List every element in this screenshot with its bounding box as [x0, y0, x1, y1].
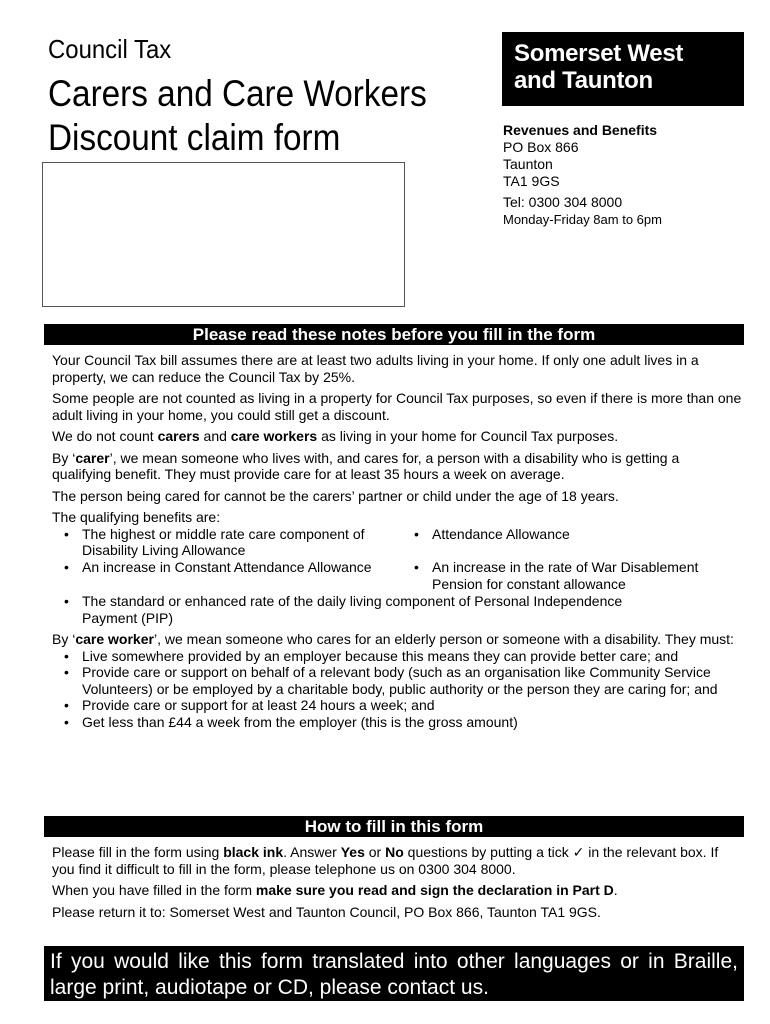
form-title-line-1: Carers and Care Workers	[48, 73, 427, 114]
accessibility-notice: If you would like this form translated into other languages or in Braille, large print, audiotape or CD, please contact us.	[44, 946, 744, 1001]
logo-line-1: Somerset West	[514, 40, 684, 67]
benefit-item: • The highest or middle rate care component of Disability Living Allowance	[52, 526, 402, 559]
postcode: TA1 9GS	[503, 173, 560, 189]
howto-paragraph-1: Please fill in the form using black ink. Answer Yes or No questions by putting a tick ✓ in the relevant box. If you find it difficult to fill in the form, please telephone us on 0300 304 8000.	[52, 844, 719, 877]
benefits-list	[52, 526, 742, 593]
howto-paragraph-2: When you have filled in the form make sure you read and sign the declaration in Part D.	[52, 882, 618, 898]
notes-paragraph-1: Your Council Tax bill assumes there are at least two adults living in your home. If only one adult lives in a property, we can reduce the Council Tax by 25%.	[52, 352, 699, 385]
department-name: Revenues and Benefits	[503, 122, 658, 138]
requirement-item: • Live somewhere provided by an employer because this means they can provide better care; and	[52, 648, 742, 665]
logo-line-2: and Taunton	[514, 67, 653, 94]
carer-definition: By ‘carer’, we mean someone who lives with, and cares for, a person with a disability who is getting a qualifying benefit. They must provide care for at least 35 hours a week on average.	[52, 449, 680, 482]
notes-section	[52, 352, 742, 730]
benefit-item: • Attendance Allowance	[402, 526, 742, 543]
benefit-item: • An increase in the rate of War Disablement Pension for constant allowance	[402, 559, 742, 592]
address-window-box	[42, 162, 405, 307]
po-box: PO Box 866	[503, 139, 579, 155]
telephone: Tel: 0300 304 8000	[503, 194, 623, 210]
notes-paragraph-5: The person being cared for cannot be the carers’ partner or child under the age of 18 years.	[52, 487, 619, 504]
howto-section	[52, 844, 742, 925]
form-title-line-2: Discount claim form	[48, 117, 341, 158]
benefit-item: • The standard or enhanced rate of the daily living component of Personal Independence Payment (PIP)	[52, 593, 742, 626]
notes-paragraph-2: Some people are not counted as living in a property for Council Tax purposes, so even if there is more than one adult living in your home, you could still get a discount.	[52, 390, 742, 423]
howto-heading: How to fill in this form	[44, 816, 744, 837]
town: Taunton	[503, 156, 553, 172]
notes-paragraph-3: We do not count carers and care workers as living in your home for Council Tax purposes.	[52, 428, 619, 444]
requirement-item: • Provide care or support on behalf of a relevant body (such as an organisation like Community Service Volunteers) or be employed by a charitable body, public authority or the person they are caring for; and	[52, 664, 742, 697]
notes-heading: Please read these notes before you fill in the form	[44, 324, 744, 345]
requirement-item: • Get less than £44 a week from the employer (this is the gross amount)	[52, 714, 742, 731]
form-category: Council Tax	[48, 34, 172, 64]
office-contact-block	[503, 122, 662, 228]
return-address: Please return it to: Somerset West and Taunton Council, PO Box 866, Taunton TA1 9GS.	[52, 903, 601, 920]
care-worker-definition: By ‘care worker’, we mean someone who cares for an elderly person or someone with a disability. They must:	[52, 631, 734, 647]
benefit-item: • An increase in Constant Attendance Allowance	[52, 559, 402, 576]
opening-hours: Monday-Friday 8am to 6pm	[503, 212, 662, 227]
council-logo	[502, 32, 744, 106]
care-worker-requirements	[52, 648, 742, 731]
requirement-item: • Provide care or support for at least 24 hours a week; and	[52, 697, 742, 714]
benefits-intro: The qualifying benefits are:	[52, 509, 221, 525]
